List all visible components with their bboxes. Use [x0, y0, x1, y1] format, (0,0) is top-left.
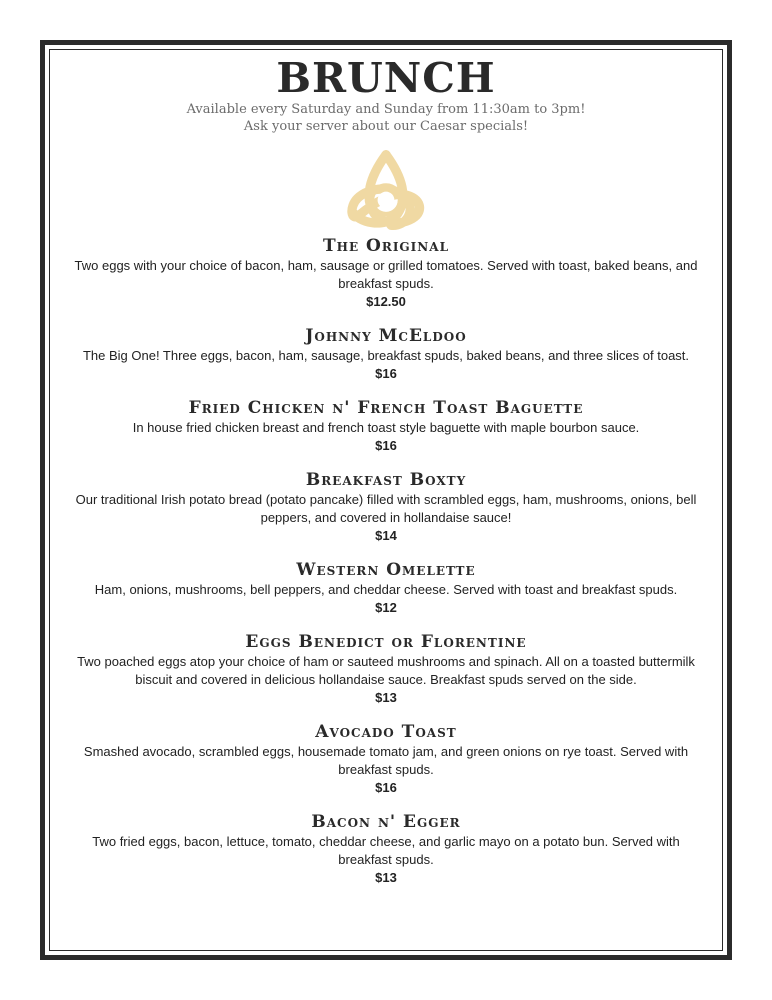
menu-item — [50, 236, 722, 311]
menu-item-description: Our traditional Irish potato bread (potato pancake) filled with scrambled eggs, ham, mushrooms, onions, bell peppers, and covered in hollandaise sauce! — [75, 492, 697, 525]
menu-item-price: $13 — [375, 690, 397, 705]
menu-item-description: The Big One! Three eggs, bacon, ham, sausage, breakfast spuds, baked beans, and three slices of toast. — [82, 348, 690, 363]
celtic-trinity-knot-icon — [344, 148, 428, 232]
menu-item — [50, 560, 722, 617]
page-title: BRUNCH — [276, 54, 496, 102]
menu-item — [50, 722, 722, 797]
menu-item-price: $14 — [375, 528, 397, 543]
menu-item-name: Eggs Benedict or Florentine — [245, 632, 527, 652]
menu-item-name: The Original — [322, 236, 450, 256]
menu-item-name: Johnny McEldoo — [305, 326, 467, 346]
menu-item — [50, 398, 722, 455]
menu-item — [50, 632, 722, 707]
menu-item-name: Breakfast Boxty — [305, 470, 467, 490]
menu-content — [50, 50, 722, 902]
menu-item-description: Two eggs with your choice of bacon, ham, sausage or grilled tomatoes. Served with toast, baked beans, and breakfast spuds. — [74, 258, 698, 291]
menu-item-description: In house fried chicken breast and french toast style baguette with maple bourbon sauce. — [132, 420, 640, 435]
menu-item — [50, 812, 722, 887]
menu-item — [50, 326, 722, 383]
menu-item-description: Ham, onions, mushrooms, bell peppers, and cheddar cheese. Served with toast and breakfast spuds. — [94, 582, 678, 597]
menu-item-description: Two fried eggs, bacon, lettuce, tomato, cheddar cheese, and garlic mayo on a potato bun. Served with breakfast spuds. — [92, 834, 680, 867]
menu-items-list — [50, 236, 722, 887]
availability-text: Available every Saturday and Sunday from 11:30am to 3pm! — [186, 102, 586, 117]
menu-item-name: Western Omelette — [296, 560, 476, 580]
menu-item-price: $16 — [375, 780, 397, 795]
menu-item-name: Avocado Toast — [315, 722, 457, 742]
menu-item — [50, 470, 722, 545]
menu-item-price: $16 — [375, 366, 397, 381]
menu-border-outer — [40, 40, 732, 960]
menu-item-description: Smashed avocado, scrambled eggs, housemade tomato jam, and green onions on rye toast. Served with breakfast spuds. — [83, 744, 689, 777]
menu-item-price: $16 — [375, 438, 397, 453]
menu-item-price: $13 — [375, 870, 397, 885]
menu-item-description: Two poached eggs atop your choice of ham or sauteed mushrooms and spinach. All on a toasted buttermilk biscuit and covered in delicious hollandaise sauce. Breakfast spuds served on the side. — [77, 654, 695, 687]
caesar-specials-text: Ask your server about our Caesar specials! — [243, 119, 529, 134]
menu-item-price: $12 — [375, 600, 397, 615]
menu-item-name: Fried Chicken n' French Toast Baguette — [188, 398, 584, 418]
menu-item-name: Bacon n' Egger — [311, 812, 461, 832]
menu-item-price: $12.50 — [366, 294, 406, 309]
menu-border-inner — [49, 49, 723, 951]
